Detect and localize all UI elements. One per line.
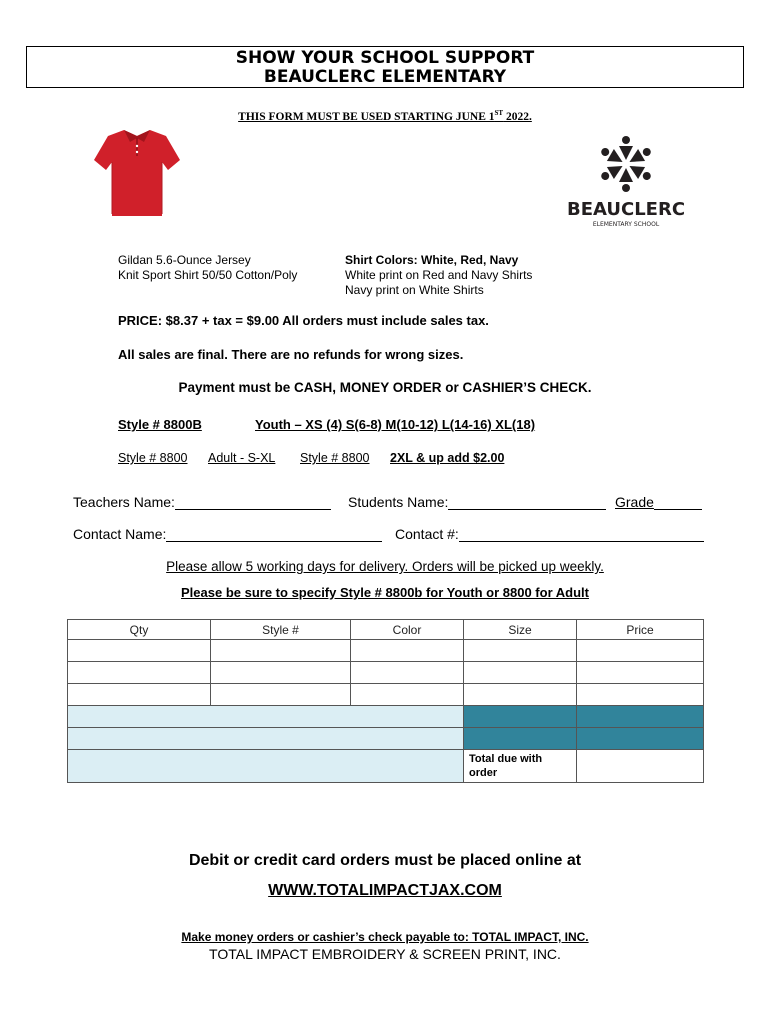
title-line-1: SHOW YOUR SCHOOL SUPPORT — [235, 48, 535, 68]
shirt-colors — [345, 253, 532, 298]
cell-price[interactable] — [577, 684, 704, 706]
red-polo-shirt-image — [94, 126, 180, 218]
contact-name-input[interactable] — [166, 528, 382, 542]
table-row — [68, 640, 704, 662]
delivery-note: Please allow 5 working days for delivery. Orders will be picked up weekly. — [166, 559, 604, 574]
usage-notice — [0, 109, 770, 123]
logo-name: BEAUCLERC — [566, 199, 686, 220]
header-size: Size — [464, 620, 577, 640]
contact-number-input[interactable] — [459, 528, 704, 542]
product-description — [118, 253, 297, 283]
shaded-cell — [68, 750, 464, 783]
table-row — [68, 662, 704, 684]
total-row — [68, 750, 704, 783]
notice-year: 2022. — [503, 110, 532, 123]
grade-label: Grade — [615, 494, 654, 510]
grade-input[interactable] — [654, 496, 702, 510]
shirt-colors-line-3: Navy print on White Shirts — [345, 283, 484, 297]
teal-cell — [577, 706, 704, 728]
title-line-2: BEAUCLERC ELEMENTARY — [263, 67, 507, 87]
payment-line: Payment must be CASH, MONEY ORDER or CASHIER’S CHECK. — [178, 380, 592, 395]
total-amount-cell[interactable] — [577, 750, 704, 783]
cell-qty[interactable] — [68, 662, 211, 684]
cell-color[interactable] — [351, 662, 464, 684]
adult-style: Style # 8800 — [118, 451, 188, 465]
table-row-shaded — [68, 728, 704, 750]
logo-sub: ELEMENTARY SCHOOL — [592, 221, 660, 228]
cell-qty[interactable] — [68, 640, 211, 662]
table-row-shaded — [68, 706, 704, 728]
contact-name-field — [73, 526, 382, 542]
adult-extra: 2XL & up add $2.00 — [390, 451, 505, 465]
notice-sup: ST — [494, 109, 504, 117]
cell-color[interactable] — [351, 684, 464, 706]
specify-note: Please be sure to specify Style # 8800b for Youth or 8800 for Adult — [181, 585, 589, 600]
website-link[interactable]: WWW.TOTALIMPACTJAX.COM — [268, 882, 502, 899]
snowflake-people-icon — [556, 133, 696, 197]
grade-field — [615, 494, 702, 510]
cell-style[interactable] — [211, 662, 351, 684]
cell-size[interactable] — [464, 662, 577, 684]
header-style: Style # — [211, 620, 351, 640]
header-qty: Qty — [68, 620, 211, 640]
contact-number-field — [395, 526, 704, 542]
cell-size[interactable] — [464, 684, 577, 706]
teachers-field — [73, 494, 331, 510]
teachers-label: Teachers Name: — [73, 494, 175, 510]
cell-price[interactable] — [577, 662, 704, 684]
shaded-cell — [68, 706, 464, 728]
price-line: PRICE: $8.37 + tax = $9.00 All orders must include sales tax. — [118, 313, 489, 328]
online-orders-note: Debit or credit card orders must be placed online at — [188, 852, 582, 869]
table-row — [68, 684, 704, 706]
shirt-colors-title: Shirt Colors: White, Red, Navy — [345, 253, 519, 267]
header-color: Color — [351, 620, 464, 640]
teal-cell — [464, 728, 577, 750]
teachers-input[interactable] — [175, 496, 331, 510]
cell-price[interactable] — [577, 640, 704, 662]
shaded-cell — [68, 728, 464, 750]
contact-number-label: Contact #: — [395, 526, 459, 542]
students-field — [348, 494, 606, 510]
final-sales-line: All sales are final. There are no refunds for wrong sizes. — [118, 347, 464, 362]
header-price: Price — [577, 620, 704, 640]
payable-note: Make money orders or cashier’s check payable to: TOTAL IMPACT, INC. — [181, 930, 589, 944]
company-name: TOTAL IMPACT EMBROIDERY & SCREEN PRINT, INC. — [209, 946, 561, 962]
shirt-colors-line-2: White print on Red and Navy Shirts — [345, 268, 533, 282]
total-label: Total due with order — [464, 750, 577, 783]
contact-name-label: Contact Name: — [73, 526, 167, 542]
form-title-box — [26, 46, 744, 88]
youth-sizes: Youth – XS (4) S(6-8) M(10-12) L(14-16) XL(18) — [255, 417, 536, 432]
youth-style: Style # 8800B — [118, 417, 202, 432]
cell-style[interactable] — [211, 684, 351, 706]
cell-color[interactable] — [351, 640, 464, 662]
adult-style-2: Style # 8800 — [300, 451, 370, 465]
teal-cell — [464, 706, 577, 728]
product-line-2: Knit Sport Shirt 50/50 Cotton/Poly — [118, 268, 298, 282]
table-header-row — [68, 620, 704, 640]
students-input[interactable] — [448, 496, 606, 510]
cell-size[interactable] — [464, 640, 577, 662]
cell-style[interactable] — [211, 640, 351, 662]
cell-qty[interactable] — [68, 684, 211, 706]
beauclerc-logo — [556, 133, 696, 233]
order-table — [67, 619, 704, 783]
notice-text: THIS FORM MUST BE USED STARTING JUNE 1 — [238, 110, 495, 123]
adult-sizes: Adult - S-XL — [208, 451, 276, 465]
product-line-1: Gildan 5.6-Ounce Jersey — [118, 253, 251, 267]
students-label: Students Name: — [348, 494, 449, 510]
teal-cell — [577, 728, 704, 750]
